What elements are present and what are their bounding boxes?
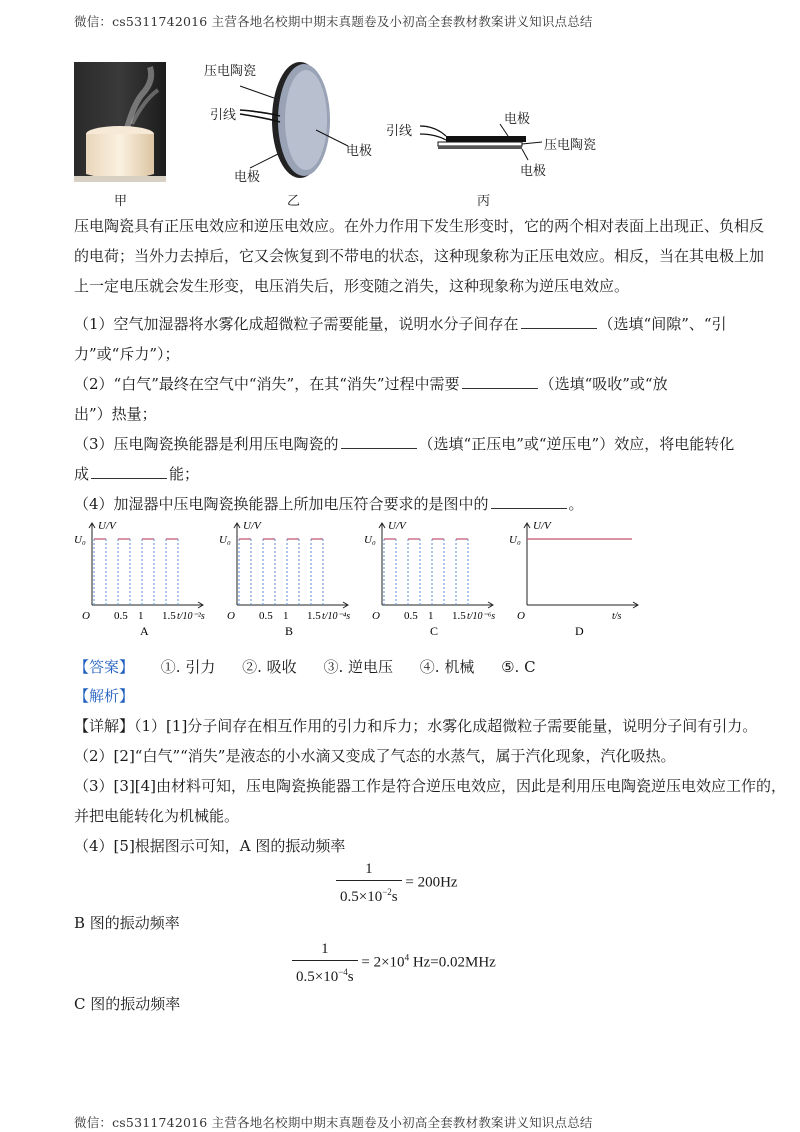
answer-row <box>74 656 536 677</box>
formula-a: $\frac{1}{0.5\times 10^{-2}s}$ = 200Hz <box>336 858 458 908</box>
figure-humidifier-photo <box>74 62 166 182</box>
answer-blank-2 <box>462 374 538 389</box>
y-tick-label: U₀ <box>219 534 231 546</box>
formula-b: $\frac{1}{0.5\times 10^{-4}s}$ = $2\times 10^4$ Hz=0.02MHz <box>292 938 496 988</box>
x-axis-label: t/s <box>612 611 622 622</box>
x-axis-label: t/10⁻⁶s <box>467 611 496 622</box>
y-axis-label: U/V <box>388 520 406 532</box>
x-tick-label: 1 <box>138 610 144 622</box>
humidifier-image <box>74 62 166 182</box>
x-tick-label: 1 <box>283 610 289 622</box>
x-axis-label: t/10⁻⁴s <box>322 611 351 622</box>
answer-tag: 【答案】 <box>74 658 135 676</box>
origin-label: O <box>82 610 90 622</box>
y-axis-label: U/V <box>98 520 116 532</box>
chart-B <box>215 515 360 635</box>
question-3: （3）压电陶瓷换能器是利用压电陶瓷的 （选填“正压电”或“逆压电”）效应，将电能转化 <box>74 435 735 453</box>
intro-line-2: 的电荷；当外力去掉后，它又会恢复到不带电的状态，这种现象称为正压电效应。相反，当在其电极上加 <box>74 247 765 265</box>
label-electrode-2: 电极 <box>234 170 261 185</box>
x-tick-label: 0.5 <box>404 610 418 622</box>
analysis-line-1: 【详解】（1）[1]分子间存在相互作用的引力和斥力；水雾化成超微粒子需要能量，说明分子间有引力。 <box>74 717 758 735</box>
figure-yi-caption: 乙 <box>287 194 301 209</box>
question-1-cont: 力”或“斥力”）； <box>74 345 180 363</box>
y-axis-label: U/V <box>243 520 261 532</box>
origin-label: O <box>372 610 380 622</box>
analysis-c-intro: C 图的振动频率 <box>74 995 181 1013</box>
origin-label: O <box>517 610 525 622</box>
question-2-cont: 出”）热量； <box>74 405 157 423</box>
chart-name: B <box>285 624 294 635</box>
label-ceramic: 压电陶瓷 <box>544 138 597 153</box>
x-tick-label: 1.5 <box>452 610 466 622</box>
x-axis-label: t/10⁻²s <box>177 611 205 622</box>
chart-name: C <box>430 624 439 635</box>
label-lead: 引线 <box>386 124 413 139</box>
y-tick-label: U₀ <box>509 534 521 546</box>
origin-label: O <box>227 610 235 622</box>
analysis-line-3-cont: 并把电能转化为机械能。 <box>74 807 240 825</box>
chart-name: D <box>575 624 584 635</box>
answer-item: ④. 机械 <box>419 658 475 676</box>
analysis-line-3: （3）[3][4]由材料可知，压电陶瓷换能器工作是符合逆压电效应，因此是利用压电陶瓷逆压电效应工作的， <box>74 777 787 795</box>
label-lead: 引线 <box>210 108 237 123</box>
label-electrode-bottom: 电极 <box>520 164 547 179</box>
voltage-charts <box>70 515 650 635</box>
x-tick-label: 0.5 <box>114 610 128 622</box>
answer-item: ①. 引力 <box>160 658 216 676</box>
x-tick-label: 1.5 <box>162 610 176 622</box>
analysis-b-intro: B 图的振动频率 <box>74 914 180 932</box>
analysis-tag: 【解析】 <box>74 687 135 705</box>
question-2: （2）“白气”最终在空气中“消失”，在其“消失”过程中需要 （选填“吸收”或“放 <box>74 375 668 393</box>
intro-line-1: 压电陶瓷具有正压电效应和逆压电效应。在外力作用下发生形变时，它的两个相对表面上出现正、负相反 <box>74 217 765 235</box>
label-electrode: 电极 <box>346 144 373 159</box>
answer-item: ③. 逆电压 <box>323 658 393 676</box>
label-electrode-top: 电极 <box>504 112 531 127</box>
question-3-cont: 成 能； <box>74 465 200 483</box>
answer-blank-4 <box>91 464 167 479</box>
answer-blank-5 <box>491 494 567 509</box>
answer-blank-3 <box>341 434 417 449</box>
figure-jia-caption: 甲 <box>114 194 128 209</box>
chart-C <box>360 515 505 635</box>
y-tick-label: U₀ <box>364 534 376 546</box>
label-ceramic: 压电陶瓷 <box>204 64 257 79</box>
answer-blank-1 <box>521 314 597 329</box>
question-1: （1）空气加湿器将水雾化成超微粒子需要能量，说明水分子间存在 （选填“间隙”、“引 <box>74 315 727 333</box>
answer-item: ⑤. C <box>501 658 536 676</box>
answer-item: ②. 吸收 <box>242 658 297 676</box>
chart-A <box>70 515 215 635</box>
chart-name: A <box>140 624 149 635</box>
analysis-line-4: （4）[5]根据图示可知，A 图的振动频率 <box>74 837 346 855</box>
figure-bing-caption: 丙 <box>477 194 491 209</box>
y-axis-label: U/V <box>533 520 551 532</box>
chart-D <box>505 515 650 635</box>
page-footer: 微信：cs5311742016 主营各地名校期中期末真题卷及小初高全套教材教案讲义知识点总结 <box>74 1115 593 1130</box>
x-tick-label: 1 <box>428 610 434 622</box>
question-4: （4）加湿器中压电陶瓷换能器上所加电压符合要求的是图中的 。 <box>74 495 584 513</box>
y-tick-label: U₀ <box>74 534 86 546</box>
page-header: 微信：cs5311742016 主营各地名校期中期末真题卷及小初高全套教材教案讲义知识点总结 <box>74 14 593 29</box>
intro-line-3: 上一定电压就会发生形变，电压消失后，形变随之消失，这种现象称为逆压电效应。 <box>74 277 630 295</box>
figure-piezo-cross-section <box>380 104 610 184</box>
x-tick-label: 1.5 <box>307 610 321 622</box>
analysis-line-2: （2）[2]“白气”“消失”是液态的小水滴又变成了气态的水蒸气，属于汽化现象，汽化吸热。 <box>74 747 676 765</box>
figure-piezo-disk <box>200 58 390 190</box>
x-tick-label: 0.5 <box>259 610 273 622</box>
